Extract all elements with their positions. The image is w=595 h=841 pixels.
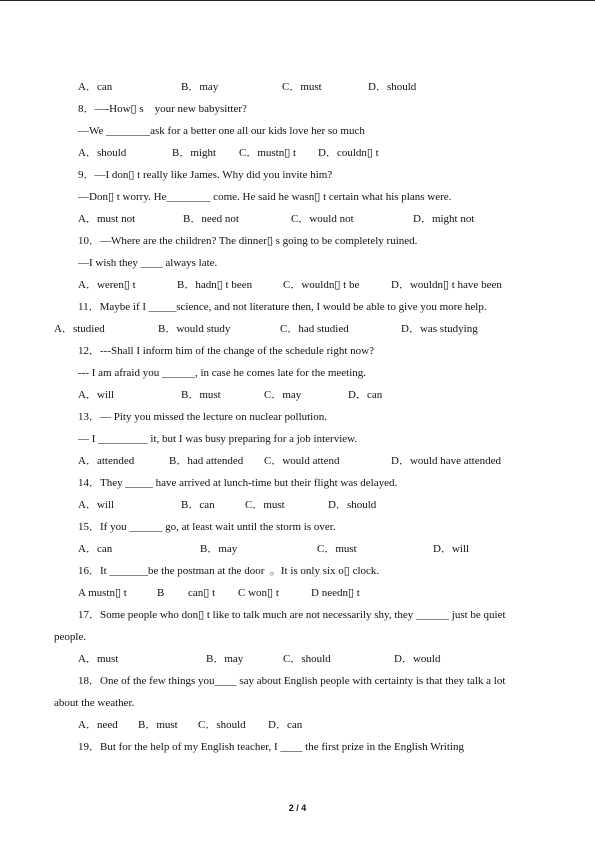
option-d: D．should xyxy=(328,499,377,511)
q14-question: 14．They _____ have arrived at lunch-time but their flight was delayed. xyxy=(78,477,398,489)
option-b: B．need not xyxy=(183,213,239,225)
option-d: D．will xyxy=(433,543,470,555)
q15-question: 15．If you ______ go, at least wait until the storm is over. xyxy=(78,521,336,533)
option-a: A．attended xyxy=(78,455,135,467)
option-c: C won▯ t xyxy=(238,587,279,599)
option-a: A．need xyxy=(78,719,118,731)
option-b: B．must xyxy=(181,389,221,401)
q13-question: 13．— Pity you missed the lecture on nuclear pollution. xyxy=(78,411,327,423)
option-b: B．would study xyxy=(158,323,231,335)
option-a: A．weren▯ t xyxy=(78,279,136,291)
option-c: C．would not xyxy=(291,213,354,225)
option-d: D．wouldn▯ t have been xyxy=(391,279,502,291)
option-c: C．mustn▯ t xyxy=(239,147,297,159)
option-b: B．may xyxy=(206,653,244,665)
q9-question: 9．—I don▯ t really like James. Why did you invite him? xyxy=(78,169,333,181)
option-b: B．might xyxy=(172,147,217,159)
option-d: D．can xyxy=(348,389,383,401)
option-a: A．will xyxy=(78,389,115,401)
option-b: B．hadn▯ t been xyxy=(177,279,253,291)
option-b: B xyxy=(157,587,165,599)
q8-question: 8．—-How▯ s your new babysitter? xyxy=(78,103,247,115)
option-d: D．would have attended xyxy=(391,455,501,467)
option-b: B．can xyxy=(181,499,215,511)
option-d: D needn▯ t xyxy=(311,587,360,599)
q13-response: — I _________ it, but I was busy preparing for a job interview. xyxy=(78,433,358,445)
q12-response: --- I am afraid you ______, in case he comes late for the meeting. xyxy=(78,367,367,379)
option-c: C．wouldn▯ t be xyxy=(283,279,360,291)
option-d: D．would xyxy=(394,653,441,665)
option-b: B．may xyxy=(200,543,238,555)
option-a: A．can xyxy=(78,81,113,93)
q18-question: 18．One of the few things you____ say about English people with certainty is that they talk a lot xyxy=(78,675,506,687)
q10-response: —I wish they ____ always late. xyxy=(78,257,218,269)
q16-question: 16．It _______be the postman at the door 。It is only six o▯ clock. xyxy=(78,565,380,577)
option-b: B．must xyxy=(138,719,178,731)
option-c: C．may xyxy=(264,389,302,401)
top-rule xyxy=(0,0,595,1)
option-a: A．should xyxy=(78,147,127,159)
option-d: D．should xyxy=(368,81,417,93)
option-c: C．must xyxy=(282,81,322,93)
q9-response: —Don▯ t worry. He________ come. He said he wasn▯ t certain what his plans were. xyxy=(78,191,452,203)
q12-question: 12．---Shall I inform him of the change of the schedule right now? xyxy=(78,345,375,357)
q11-question: 11．Maybe if I _____science, and not literature then, I would be able to give you more help. xyxy=(78,301,487,313)
option-a: A．will xyxy=(78,499,115,511)
option-c: C．must xyxy=(317,543,357,555)
q18-continuation: about the weather. xyxy=(54,697,135,709)
q17-continuation: people. xyxy=(54,631,87,643)
option-c: C．would attend xyxy=(264,455,340,467)
option-d: D．couldn▯ t xyxy=(318,147,379,159)
option-c: C．should xyxy=(198,719,246,731)
option-b: B．had attended xyxy=(169,455,244,467)
option-a: A．can xyxy=(78,543,113,555)
q8-response: —We ________ask for a better one all our kids love her so much xyxy=(78,125,365,137)
option-d: D．can xyxy=(268,719,303,731)
option-d: D．was studying xyxy=(401,323,478,335)
option-a: A．must not xyxy=(78,213,136,225)
option-a: A．studied xyxy=(54,323,105,335)
option-a: A．must xyxy=(78,653,119,665)
q10-question: 10．—Where are the children? The dinner▯ s going to be completely ruined. xyxy=(78,235,418,247)
option-c: C．should xyxy=(283,653,331,665)
q17-question: 17．Some people who don▯ t like to talk much are not necessarily shy, they ______ just be quiet xyxy=(78,609,506,621)
option-c: C．had studied xyxy=(280,323,349,335)
option-b-text: can▯ t xyxy=(188,587,216,599)
option-b: B．may xyxy=(181,81,219,93)
q19-question: 19．But for the help of my English teacher, I ____ the first prize in the English Writing xyxy=(78,741,464,753)
option-a: A mustn▯ t xyxy=(78,587,127,599)
option-d: D．might not xyxy=(413,213,475,225)
option-c: C．must xyxy=(245,499,285,511)
page-number: 2 / 4 xyxy=(288,803,307,813)
